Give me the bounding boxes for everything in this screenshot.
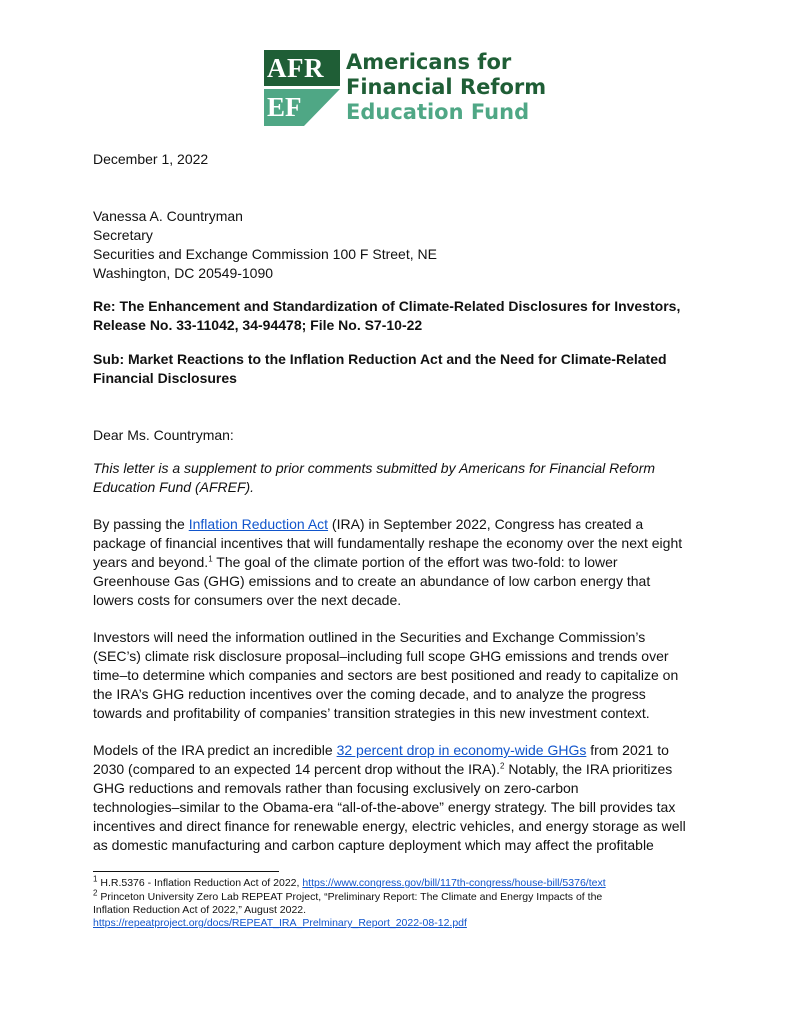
- p3-text: Models of the IRA predict an incredible: [93, 742, 337, 758]
- p1-text: (IRA) in September 2022, Congress has created a: [328, 516, 644, 532]
- recipient-title: Secretary: [93, 227, 153, 243]
- footnote-1-number: 1: [93, 874, 98, 884]
- salutation: Dear Ms. Countryman:: [93, 427, 234, 443]
- intro-line-2: Education Fund (AFREF).: [93, 479, 255, 495]
- footnote-ref-1[interactable]: 1: [208, 554, 213, 564]
- footnote-1-text: H.R.5376 - Inflation Reduction Act of 2022,: [97, 877, 303, 889]
- recipient-organization: Securities and Exchange Commission 100 F Street, NE: [93, 246, 437, 262]
- p3-line-4: technologies–similar to the Obama-era “all-of-the-above” energy strategy. The bill provides tax: [93, 799, 676, 815]
- re-line-2: Release No. 33-11042, 34-94478; File No. S7-10-22: [93, 317, 423, 333]
- p2-line-5: towards and profitability of companies’ transition strategies in this new investment context.: [93, 705, 650, 721]
- p1-text: The goal of the climate portion of the effort was two-fold: to lower: [212, 554, 618, 570]
- logo-mark-top: AFR: [264, 50, 340, 86]
- recipient-name: Vanessa A. Countryman: [93, 208, 243, 224]
- p3-line-1: [93, 741, 713, 760]
- p2-line-2: (SEC’s) climate risk disclosure proposal–including full scope GHG emissions and trends over: [93, 648, 669, 664]
- letter-date: December 1, 2022: [93, 151, 209, 167]
- logo-mark: [264, 50, 340, 126]
- logo-mark-bottom: [264, 89, 340, 126]
- logo-line-1: Americans for: [346, 50, 512, 74]
- logo-mark-bottom-text: EF: [267, 92, 302, 122]
- p3-text: 2030 (compared to an expected 14 percent drop without the IRA).: [93, 761, 501, 777]
- recipient-city: Washington, DC 20549-1090: [93, 265, 274, 281]
- p2-line-4: the IRA’s GHG reduction incentives over the coming decade, and to analyze the progress: [93, 686, 646, 702]
- p1-line-3: [93, 553, 713, 572]
- p1-line-1: [93, 515, 713, 534]
- footnote-2-line-3: [93, 917, 713, 930]
- inflation-reduction-act-link[interactable]: Inflation Reduction Act: [188, 516, 329, 532]
- footnote-2-text: Princeton University Zero Lab REPEAT Project, “Preliminary Report: The Climate and Energy Impacts of the: [97, 891, 603, 903]
- logo-line-3: Education Fund: [346, 100, 530, 124]
- footnote-2-line-2: Inflation Reduction Act of 2022,” August 2022.: [93, 904, 307, 916]
- footnote-divider: [93, 871, 279, 872]
- repeat-project-link[interactable]: https://repeatproject.org/docs/REPEAT_IRA_Prelminary_Report_2022-08-12.pdf: [93, 917, 467, 929]
- p3-text: from 2021 to: [586, 742, 669, 758]
- p3-text: Notably, the IRA prioritizes: [504, 761, 673, 777]
- p3-line-3: GHG reductions and removals rather than focusing exclusively on zero-carbon: [93, 780, 579, 796]
- sub-line-2: Financial Disclosures: [93, 370, 237, 386]
- footnote-2: [93, 888, 713, 904]
- p2-line-1: Investors will need the information outlined in the Securities and Exchange Commission’s: [93, 629, 646, 645]
- ghg-drop-link[interactable]: 32 percent drop in economy-wide GHGs: [336, 742, 587, 758]
- intro-line-1: This letter is a supplement to prior comments submitted by Americans for Financial Reform: [93, 460, 656, 476]
- p3-line-5: incentives and direct finance for renewable energy, electric vehicles, and energy storage as well: [93, 818, 686, 834]
- sub-line-1: Sub: Market Reactions to the Inflation Reduction Act and the Need for Climate-Related: [93, 351, 667, 367]
- logo-line-2: Financial Reform: [346, 75, 547, 99]
- congress-gov-link[interactable]: https://www.congress.gov/bill/117th-congress/house-bill/5376/text: [302, 877, 606, 889]
- footnote-1: [93, 874, 713, 890]
- p1-line-5: lowers costs for consumers over the next decade.: [93, 592, 402, 608]
- p3-line-6: as domestic manufacturing and carbon capture deployment which may affect the profitable: [93, 837, 654, 853]
- afref-logo: [264, 50, 547, 126]
- footnote-2-number: 2: [93, 888, 98, 898]
- p1-text: By passing the: [93, 516, 189, 532]
- p1-line-4: Greenhouse Gas (GHG) emissions and to create an abundance of low carbon energy that: [93, 573, 651, 589]
- logo-wordmark: [346, 50, 546, 125]
- p1-line-2: package of financial incentives that will fundamentally reshape the economy over the next eight: [93, 535, 683, 551]
- footnote-ref-2[interactable]: 2: [500, 761, 505, 771]
- p2-line-3: time–to determine which companies and sectors are best positioned and ready to capitalize on: [93, 667, 679, 683]
- p3-line-2: [93, 760, 713, 779]
- p1-text: years and beyond.: [93, 554, 209, 570]
- re-line-1: Re: The Enhancement and Standardization of Climate-Related Disclosures for Investors,: [93, 298, 681, 314]
